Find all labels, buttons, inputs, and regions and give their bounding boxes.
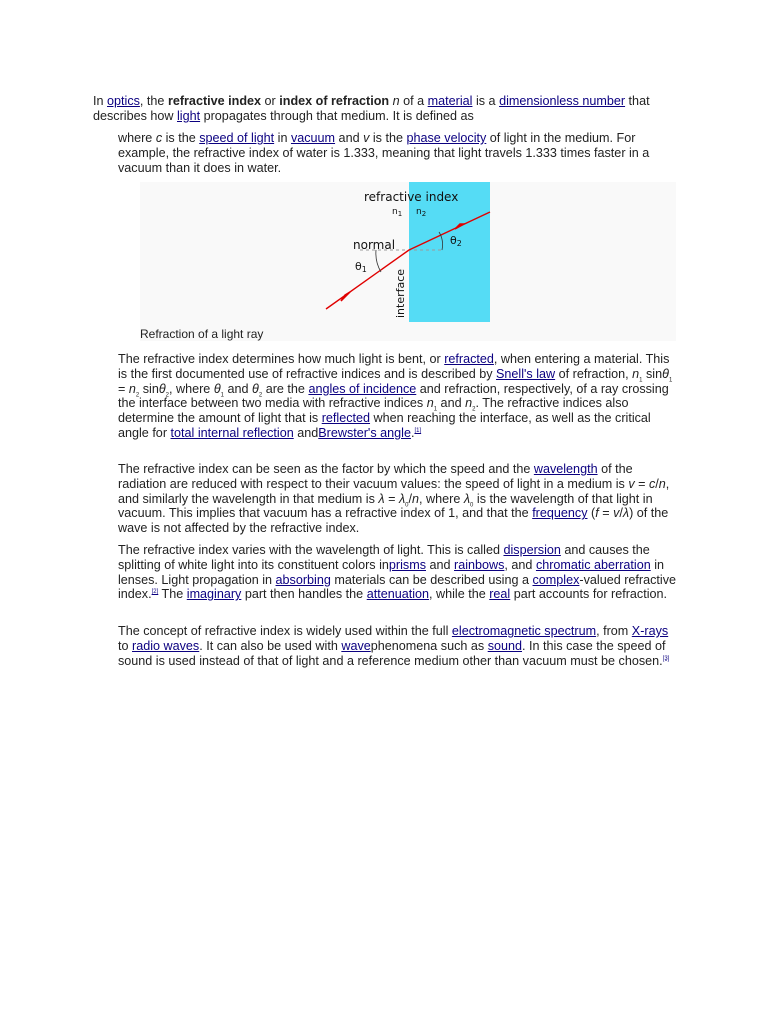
link-absorbing[interactable]: absorbing	[275, 572, 331, 587]
theta1-arc	[376, 250, 381, 272]
paragraph-speed-wavelength: The refractive index can be seen as the factor by which the speed and the wavelength of the radiation are reduced with respect to their vacuum values: the speed of light in a medium is v = c/n, and similarly the wavelength in that medium is $\lambda = \lambda_0/n$, where $\lambda_0$ is the wavelength of that light in vacuum. This implies that vacuum has a refractive index of 1, and that the frequency (f = v/λ) of the wave is not affected by the refractive index.	[118, 462, 670, 536]
label-theta1: θ1	[355, 260, 367, 274]
link-material[interactable]: material	[427, 94, 473, 108]
link-vacuum[interactable]: vacuum	[290, 131, 336, 145]
reference-1[interactable]: [1]	[414, 427, 422, 434]
link-x-rays[interactable]: X-rays	[631, 624, 669, 638]
label-n1: $n_1$	[392, 207, 403, 218]
link-dispersion[interactable]: dispersion	[503, 543, 561, 557]
link-attenuation[interactable]: attenuation	[366, 587, 430, 602]
link-real[interactable]: real	[489, 587, 511, 602]
label-normal: normal	[353, 238, 396, 252]
link-phase-velocity[interactable]: phase velocity	[406, 131, 487, 145]
reference-3[interactable]: [3]	[662, 655, 670, 662]
link-chromatic-aberration[interactable]: chromatic aberration	[535, 557, 651, 572]
link-reflected[interactable]: reflected	[321, 411, 371, 426]
reference-2[interactable]: [2]	[151, 589, 159, 596]
link-brewsters-angle[interactable]: Brewster's angle	[318, 425, 411, 440]
label-n2: $n_2$	[416, 207, 427, 218]
intro-paragraph: In optics, the refractive index or index of refraction n of a material is a dimensionless number that describes how light propagates through that medium. It is defined as	[93, 94, 650, 123]
paragraph-spectrum: The concept of refractive index is widely used within the full electromagnetic spectrum, from X-rays to radio waves. It can also be used with wavephenomena such as sound. In this case the speed of sound is used instead of that of light and a reference medium other than vacuum must be chosen.[3]	[118, 624, 670, 668]
refraction-diagram	[324, 182, 492, 322]
figure-title: refractive index	[364, 190, 459, 204]
link-radio-waves[interactable]: radio waves	[132, 638, 200, 653]
link-optics[interactable]: optics	[107, 94, 140, 108]
link-complex[interactable]: complex	[532, 572, 580, 587]
paragraph-snells-law: The refractive index determines how much light is bent, or refracted, when entering a material. This is the first documented use of refractive indices and is described by Snell's law of refraction, $n_1$ $\sin\theta_1 = n_2$ sinθ$_2$, where $\theta_1$ and $\theta_2$ are the angles of incidence and refraction, respectively, of a ray crossing the interface between two media with refractive indices $n_1$ and $n_2$. The refractive indices also determine the amount of light that is reflected when reaching the interface, as well as the critical angle for total internal reflection andBrewster's angle.[1]	[118, 352, 673, 440]
label-interface: interface	[394, 268, 407, 318]
where-paragraph: where c is the speed of light in vacuum and v is the phase velocity of light in the medium. For example, the refractive index of water is 1.333, meaning that light travels 1.333 times faster in a vacuum than it does in water.	[118, 131, 650, 175]
term-refractive-index: refractive index	[167, 94, 262, 108]
link-wavelength[interactable]: wavelength	[533, 462, 598, 476]
link-snells-law[interactable]: Snell's law	[496, 366, 556, 381]
link-sound[interactable]: sound	[487, 638, 523, 653]
link-speed-of-light[interactable]: speed of light	[199, 131, 275, 145]
paragraph-dispersion: The refractive index varies with the wavelength of light. This is called dispersion and causes the splitting of white light into its constituent colors inprisms and rainbows, and chromatic aberration in lenses. Light propagation in absorbing materials can be described using a complex-valued refractive index.[2] The imaginary part then handles the attenuation, while the real part accounts for refraction.	[118, 543, 676, 602]
link-electromagnetic-spectrum[interactable]: electromagnetic spectrum	[451, 624, 597, 638]
link-imaginary[interactable]: imaginary	[186, 587, 242, 602]
label-theta2: θ2	[450, 234, 462, 248]
incident-ray-arrow	[341, 292, 350, 301]
refraction-figure	[140, 182, 676, 341]
link-dimensionless-number[interactable]: dimensionless number	[499, 94, 626, 108]
link-total-internal-reflection[interactable]: total internal reflection	[170, 425, 294, 440]
link-wave[interactable]: wave	[341, 638, 371, 653]
link-refracted[interactable]: refracted	[444, 352, 494, 366]
link-light[interactable]: light	[177, 108, 201, 123]
term-index-of-refraction: index of refraction	[279, 94, 390, 108]
link-frequency[interactable]: frequency	[532, 506, 588, 521]
figure-caption: Refraction of a light ray	[140, 327, 264, 341]
link-rainbows[interactable]: rainbows	[454, 557, 505, 572]
link-angles-of-incidence[interactable]: angles of incidence	[308, 381, 417, 396]
link-prisms[interactable]: prisms	[388, 557, 426, 572]
